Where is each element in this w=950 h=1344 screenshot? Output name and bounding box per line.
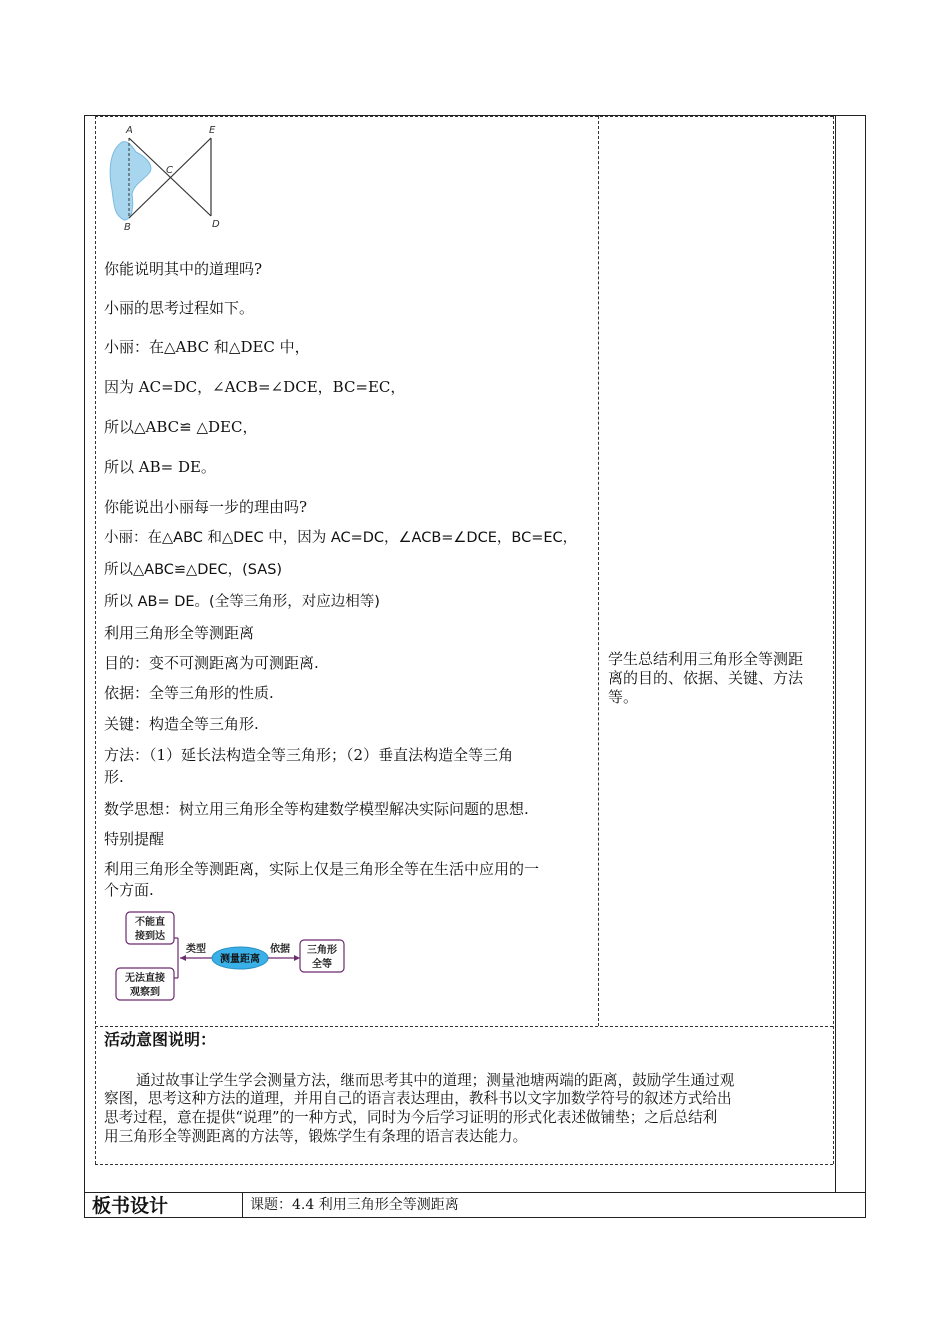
summary-basis: 依据：全等三角形的性质. (104, 684, 274, 702)
arrow-type-head (180, 955, 186, 961)
label-type: 类型 (186, 944, 206, 955)
dashed-left-border (95, 116, 96, 1164)
proof-line-4: 所以 AB= DE。 (104, 458, 216, 476)
pond-figure (100, 120, 230, 232)
table-row-divider (84, 1192, 866, 1193)
summary-title: 利用三角形全等测距离 (104, 624, 255, 642)
intent-line-3: 思考过程，意在提供“说理”的一种方式，同时为今后学习证明的形式化表述做铺垫；之后总结利 (104, 1109, 718, 1126)
dashed-top-border (95, 116, 833, 117)
xiaoli-thinking-intro: 小丽的思考过程如下。 (104, 299, 255, 317)
dashed-right-border (833, 116, 834, 1164)
student-summary-line-3: 等。 (608, 688, 639, 706)
special-reminder: 特别提醒 (104, 830, 165, 848)
dashed-section-divider (95, 1026, 833, 1027)
reminder-line-2: 个方面. (104, 881, 154, 899)
proof-line-1: 小丽：在△ABC 和△DEC 中， (104, 338, 310, 356)
table-inner-right-border (835, 115, 836, 1193)
box-cannot-reach-line2: 接到达 (135, 931, 165, 942)
box-congruent-line1: 三角形 (307, 945, 337, 956)
box-congruent-line2: 全等 (312, 959, 332, 970)
summary-method-1: 方法：（1）延长法构造全等三角形；（2）垂直法构造全等三角 (104, 746, 514, 764)
summary-method-2: 形. (104, 768, 124, 786)
dashed-bottom-border (95, 1164, 833, 1165)
intent-heading: 活动意图说明： (104, 1030, 217, 1049)
proof-line-3: 所以△ABC≌ △DEC， (104, 418, 258, 436)
label-b: B (124, 222, 131, 232)
label-c: C (166, 165, 173, 176)
summary-thought: 数学思想：树立用三角形全等构建数学模型解决实际问题的思想. (104, 800, 529, 818)
table-right-border (865, 115, 866, 1218)
box-cannot-observe-line2: 观察到 (130, 987, 160, 998)
summary-purpose: 目的：变不可测距离为可测距离. (104, 654, 319, 672)
proof-line-2: 因为 AC=DC，∠ACB=∠DCE，BC=EC， (104, 378, 406, 396)
board-lesson-title: 课题：4.4 利用三角形全等测距离 (250, 1197, 459, 1213)
reason-line-2: 所以△ABC≌△DEC，(SAS) (104, 562, 283, 578)
table-left-border (84, 115, 85, 1218)
board-design-label: 板书设计 (92, 1195, 169, 1217)
dashed-middle-border (598, 116, 599, 1026)
reason-line-1: 小丽：在△ABC 和△DEC 中，因为 AC=DC，∠ACB=∠DCE，BC=EC， (104, 530, 578, 546)
question-why: 你能说明其中的道理吗? (104, 260, 263, 278)
arrow-basis-head (294, 955, 300, 961)
label-e: E (209, 125, 216, 136)
label-basis: 依据 (270, 944, 290, 955)
summary-key: 关键：构造全等三角形. (104, 715, 259, 733)
intent-line-2: 察图，思考这种方法的道理，并用自己的语言表达理由，教科书以文字加数学符号的叙述方式给出 (104, 1090, 732, 1107)
reason-line-3: 所以 AB= DE。(全等三角形，对应边相等) (104, 594, 380, 610)
box-cannot-observe-line1: 无法直接 (125, 973, 165, 984)
concept-map (110, 908, 350, 1008)
intent-line-4: 用三角形全等测距离的方法等，锻炼学生有条理的语言表达能力。 (104, 1128, 528, 1145)
student-summary-line-2: 离的目的、依据、关键、方法 (608, 669, 804, 687)
table-bottom-border (84, 1217, 866, 1218)
intent-line-1: 通过故事让学生学会测量方法，继而思考其中的道理；测量池塘两端的距离，鼓励学生通过观 (136, 1072, 735, 1089)
board-column-divider (242, 1192, 243, 1218)
box-cannot-reach-line1: 不能直 (135, 917, 165, 928)
center-node-label: 测量距离 (220, 954, 260, 965)
label-d: D (212, 219, 220, 230)
reminder-line-1: 利用三角形全等测距离，实际上仅是三角形全等在生活中应用的一 (104, 860, 540, 878)
student-summary-line-1: 学生总结利用三角形全等测距 (608, 650, 804, 668)
question-reasons: 你能说出小丽每一步的理由吗? (104, 498, 308, 516)
label-a: A (126, 125, 133, 136)
